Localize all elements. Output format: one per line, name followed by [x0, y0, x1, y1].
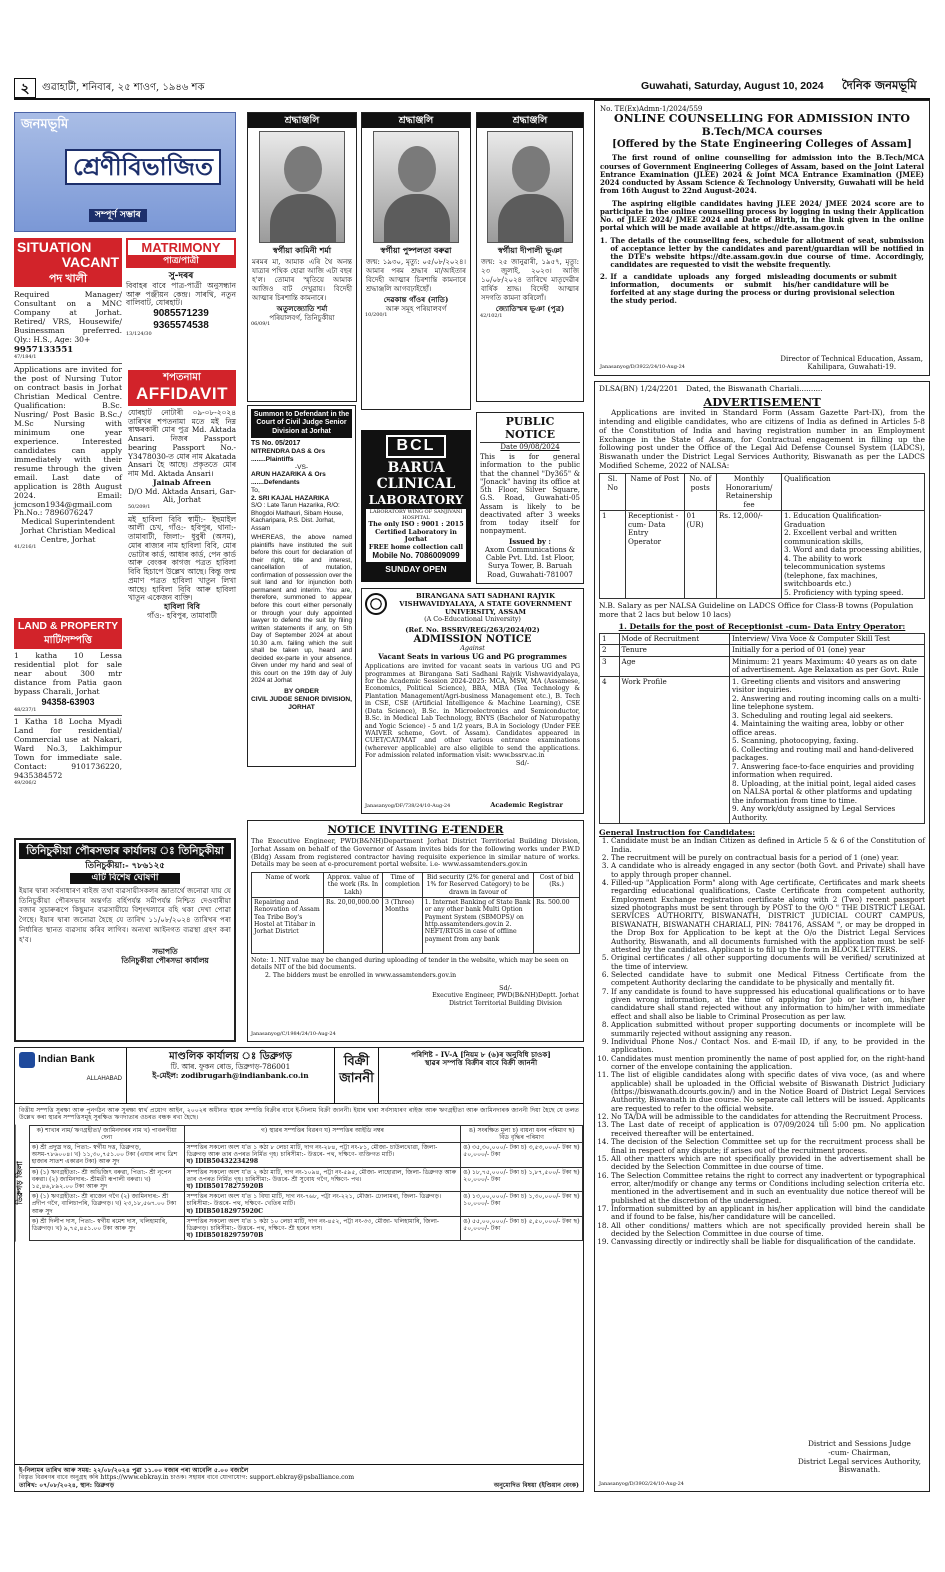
counselling-p1: The first round of online counselling for admission into the B.Tech/MCA courses of Government Engineering Colleges of Assam, based on the Joint Lateral Entrance Examination (JLEE) 2024 & Joint MCA Entrance Examination (JMEE) 2024 conducted by Assam Science & Technology University, Guwahati will be held from 16th August to 22nd August-2024. — [600, 153, 924, 196]
masthead — [14, 78, 930, 100]
matrimony-subtitle: পাত্ৰ/পাত্ৰী — [128, 255, 234, 266]
bcl-mobile: Mobile No. 7086009099 — [372, 551, 460, 561]
dlsa-sign1: District and Sessions Judge — [807, 1439, 911, 1449]
tinsukia-sign2: তিনিচুকীয়া পৌৰসভা কাৰ্যালয় — [121, 956, 209, 966]
tender-col: Time of completion — [382, 873, 422, 898]
tender-title: NOTICE INVITING E-TENDER — [327, 824, 504, 836]
dlsa-instruction: 14. The decision of the Selection Committee set up for the recruitment process shall be final in respect of any dispute; if arises out of the recruitment process. — [611, 1138, 925, 1155]
dlsa-general-title: General Instruction for Candidates: — [599, 828, 756, 838]
matrimony-code: 13/124/30 — [126, 331, 152, 337]
university-against: Against — [460, 644, 485, 653]
tender-note2: 2. The bidders must be enrolled in www.assamtenders.gov.in — [265, 971, 457, 979]
dlsa-instruction: 7. If any candidate is found to have suppressed his educational qualifications or to have given wrong information, at the time of applying for job or later on, his/her candidature shall stand rejected without any information to him/her with immediate effect and shall also be liable to Criminal Prosecution as per law. — [611, 988, 925, 1021]
obituary-text: মৰমৰ মা, আমাক এৰি থৈ অনন্ত যাত্ৰাৰ পথিক হোৱা আজি এটা বছৰ হ'ল। তোমাৰ স্মৃতিয়ে আমাক আজিও বাট দেখুৱায়। বিদেহী আত্মাৰ চিৰশান্তি কামনাৰে। — [252, 257, 352, 303]
affidavit-section — [128, 370, 236, 621]
obituary-card — [361, 112, 471, 410]
counselling-no: No. TE(Ex)Admn-1/2024/559 — [600, 105, 703, 113]
tender-note1: Note: 1. NIT value may be changed during uploading of tender in the website, which may be seen on details NIT of the bid documents. — [251, 956, 569, 972]
public-notice — [476, 412, 584, 584]
situation-ad-2-code: 41/216/1 — [14, 544, 37, 551]
dlsa-detail-label: Mode of Recruitment — [619, 633, 730, 644]
tender-notice — [247, 820, 584, 1042]
bank-property-id: ঘ) IDIB50182975970B — [186, 1232, 264, 1240]
court-to-addr: S/O : Late Tarun Hazarika, R/O: Bhogdoi Mathauri, Sibam House, Kacharipara, P.S. Dist. Jorhat, Assam — [251, 502, 344, 532]
bank-col: গ) স্থাৱৰ সম্পত্তিৰ বিৱৰণ ঘ) সম্পত্তিৰ আইডি নম্বৰ — [184, 1125, 461, 1142]
tinsukia-notice — [14, 838, 236, 1042]
dlsa-instruction: 1. Candidate must be an Indian Citizen as defined in Article 5 & 6 of the Constitution of India. — [611, 837, 925, 854]
bank-address: টি. আৰ. ফুকন ৰোড, ডিব্ৰুগড়-786001 — [170, 1061, 291, 1071]
bank-footer-1: ই-নিলামৰ তাৰিখ আৰু সময়: ২২/০৮/২০২৪ পুৱা ১১.০০ বজাৰ পৰা আবেলি ৫.০০ বজালৈ — [19, 1467, 249, 1475]
classifieds-header-sub: সম্পূৰ্ণ সম্ভাৰ — [89, 209, 147, 222]
obituary-text: জন্ম: ২৫ জানুৱাৰী, ১৯৫৭, মৃত্যু: ২৩ জুলাই, ২০২৩। আজি ১০/০৮/২০২৪ তাৰিখে মাতৃদেৱীৰ বাৰ্ষিক শ্ৰাদ্ধ। বিদেহী আত্মাৰ সদগতি কামনা কৰিলোঁ। — [481, 257, 579, 303]
tender-body: The Executive Engineer, PWD(B&NH)Department Jorhat District Territorial Building Division, Jorhat Assam on behalf of the Governor of Assam invites bids for the following works under P.W.D (Bldg) Assam from registered contractor having requisite experience in similar nature of works. Details may be seen at e-procurement portal website. i.e- www.assamtenders.gov.in — [251, 837, 580, 869]
affidavit-ad-2-sign2: গাঁও:- হবিপুৰ, তামাবাটী — [146, 611, 218, 621]
dlsa-col: Monthly Honorarium/ Retainership fee — [717, 474, 782, 511]
university-body: Applications are invited for vacant seats in various UG and PG programmes at Birangana Sati Sadhani Rajyik Vishwavidyalaya, for the Academic Session 2024-2025: MCA, MSW, MA (Assamese, Economics, Political Science), BBA, MBA (Tea Technology & Plantation Management/Agri-business Management etc.), B. Tech in CSE, CSE (Artificial Intelligence & Machine Learning), CSE (Data Science), B.Sc. in Microelectronics and Semiconductor, B.Sc. in Medical Lab Technology, BNYS (Bachelor of Naturopathy and Yogic Science) - 5 and 1/2 years, B.A in Sociology (Under FEE WAIVER scheme, Govt. of Assam). Candidates appeared in CUET/CAT/MAT and other various entrance examinations (wherever applicable) are also eligible to send the applications. For admission related information visit: www.bssrv.ac.in — [365, 663, 580, 760]
bcl-logo: BCL — [386, 435, 446, 458]
dlsa-cell: 1 — [600, 511, 626, 599]
court-to: To, — [251, 486, 260, 494]
situation-ad-2: Applications are invited for the post of Nursing Tutor on contract basis in Jorhat Christian Medical Centre. Qualification: B.Sc. Nusring/ Post Basic B.Sc./ M.Sc Nursing with minimum one year experience. Interested candidates can apply immediately with their resume through the given email. Last date of application is 28th August 2024. Email: jcmcson1934@gmail.com Ph.No.: 7896076247 — [14, 365, 122, 518]
dlsa-work-item: 4. Maintaining the waiting area, lobby or other office areas. — [732, 719, 904, 737]
obituary-sign: অতুলজ্যোতি শৰ্মা — [276, 304, 328, 314]
dlsa-instruction: 9. Individual Phone Nos./ Contact Nos. and E-mail ID, if any, to be provided in the application. — [611, 1038, 925, 1055]
obituary-code: 42/102/1 — [480, 312, 503, 319]
indian-bank-logo-icon — [19, 1052, 35, 1068]
bank-borrower-cell: ক) শ্ৰী দিলীপ দাস, পিতা:- স্বৰ্গীয় ৰমেশ দাস, খলিহামাৰি, ডিব্ৰুগড়। খ) ৯,৭৫,৪৫১.০০ টকা আৰু সুদ — [29, 1216, 184, 1241]
bank-sale-title: বিক্ৰী জাননী — [335, 1048, 379, 1103]
land-subtitle: মাটি/সম্পত্তি — [44, 635, 92, 647]
bcl-name3: LABORATORY — [368, 492, 464, 507]
matrimony-head: সু-দৰৰ — [168, 270, 194, 281]
obituary-card — [476, 112, 584, 402]
bank-price-cell: ঙ) ৫৫,০০,০০০/- টকা চ) ৫,৫০,০০০/- টকা ছ) ৫০,০০০/- টকা — [461, 1216, 583, 1241]
obituary-text: জন্ম: ১৯৩০, মৃত্যু: ০৫/০৮/২০২৪। আমাৰ পৰম শ্ৰদ্ধাৰ মা/আইতাৰ বিদেহী আত্মাৰ চিৰশান্তি কামনাৰে শ্ৰদ্ধাঞ্জলি আগবঢ়াইছোঁ। — [366, 257, 466, 293]
land-ad-1-phone: 94358-63903 — [41, 696, 95, 707]
affidavit-title-bn: শপতনামা — [163, 372, 201, 383]
tinsukia-title: তিনিচুকীয়া পৌৰসভাৰ কাৰ্যালয় ঃ তিনিচুকীয়া — [19, 843, 231, 859]
university-sign1: Sd/- — [515, 758, 530, 767]
page-number: ২ — [14, 78, 36, 98]
dlsa-instruction: 2. The recruitment will be purely on contractual basis for a period of 1 (one) year. — [611, 854, 925, 862]
table-row — [29, 1216, 582, 1241]
dlsa-qualifications — [782, 511, 925, 599]
bcl-name2: CLINICAL — [376, 476, 456, 493]
court-summons — [247, 405, 356, 767]
dlsa-cell: Receptionist -cum- Data Entry Operator — [626, 511, 685, 599]
court-sign2: CIVIL JUDGE SENIOR DIVISION, JORHAT — [251, 695, 353, 711]
tender-sign1: Sd/- — [499, 983, 512, 992]
dlsa-instruction: 18. All other conditions/ matters which are not specifically provided herein shall be decided by the Selection Committee in due course of time. — [611, 1222, 925, 1239]
counselling-sign2: Kahilipara, Guwahati-19. — [807, 362, 897, 371]
bank-rule: পৰিশিষ্ট - IV-A [নিয়ম ৮ (৬)ৰ অনুবিধি চাওক] — [411, 1050, 551, 1059]
dlsa-instruction: 12. No TA/DA will be admissible to the candidates for attending the Recruitment Process. — [611, 1113, 925, 1121]
dlsa-sign3: District Legal services Authority, — [797, 1456, 921, 1466]
bank-property-cell — [184, 1167, 461, 1192]
bank-price-cell: ঙ) ৩৫,৩০,০০০/- টকা চ) ৩,৫৩,০০০/- টকা ছ) ৫০,০০০/- টকা — [461, 1143, 583, 1168]
land-ad-2: 1 Katha 18 Locha Myadi Land for residential/ Commercial use at Nakari, Ward No.3, Lakhimpur Town for immediate sale. Contact: 9101736220, 9435384572 — [14, 717, 122, 780]
dlsa-sign2: -cum- Chairman, — [828, 1447, 891, 1457]
counselling-p2: The aspiring eligible candidates having JLEE 2024/ JMEE 2024 score are to participate in the online counselling process by logging in using their Application No. of JLEE 2024/ JMEE 2024 and Date of Birth, in the link given in the online portal which will be made available at https://dte.assam.gov.in — [600, 198, 924, 233]
dlsa-work-item: 9. Any work/duty assigned by Legal Services Authority. — [732, 804, 896, 822]
public-notice-issuer: Axom Communications & Cable Pvt. Ltd. 1st Floor, Surya Tower, B. Baruah Road, Guwahati-781007 — [484, 545, 576, 579]
dlsa-detail-value: Minimum: 21 years Maximum: 40 years as on date of advertisement. Age Relaxation as per Govt. Rule — [730, 656, 925, 676]
dlsa-cell: 01 (UR) — [684, 511, 717, 599]
dlsa-nb: N.B. Salary as per NALSA Guideline on LADCS Office for Class-B towns (Population more that 2 lacs but below 10 lacs) — [599, 601, 914, 619]
table-row — [600, 633, 925, 644]
court-plaintiff: NITRENDRA DAS & Ors ........Plaintiffs — [251, 448, 326, 463]
tinsukia-body: ইয়াৰ দ্বাৰা সৰ্বসাধাৰণ ৰাইজ তথা ব্যৱসায়ীসকলৰ জ্ঞাতাৰ্থে জনোৱা যায় যে তিনিচুকীয়া পৌৰসভাৰ অন্তৰ্গত বৰ্হিপৰ্যন্ত সমীপৰ্যন্ত নিশ্চিত দেওবাৰীয়া বজাৰ সুচাৰুৰূপে কিছুমান ব্যৱসায়ীয়ে বিশৃংখলাৰে বহি থকা দেখা পোৱা গৈছে। ইয়াৰ দ্বাৰা জনোৱা হৈছে যে তাৰিখ ১১/০৮/২০২৪ তাৰিখৰ পৰা নিৰ্ধাৰিত স্থানত ব্যৱসায় কৰিব লাগিব। অন্যথা আইনগত ব্যৱস্থা গ্ৰহণ কৰা হ'ব। — [19, 886, 231, 944]
bank-footer-3: তাৰিখ: ০৭/০৮/২০২৪, স্থান: ডিব্ৰুগড় — [19, 1481, 115, 1489]
bank-property-cell — [184, 1192, 461, 1217]
dlsa-work-item: 1. Greeting clients and visitors and answering visitor inquiries. — [732, 676, 901, 695]
dlsa-col: Sl. No — [600, 474, 626, 511]
court-title: Summon to Defendant in the Court of Civil Judge Senior Division at Jorhat — [251, 409, 352, 438]
counselling-item2: If a candidate uploads any forged misleading information, documents or submit his/her forfeited at any stage during the process or during the study period. — [610, 271, 811, 306]
left-date: গুৱাহাটী, শনিবাৰ, ২৫ শাওণ, ১৯৪৬ শক — [42, 82, 205, 93]
dlsa-instruction: 10. Candidates must mention prominently the name of post applied for, on the right-hand corner of the envelope containing the application. — [611, 1055, 925, 1072]
bank-table-header — [29, 1125, 582, 1142]
tender-code: Janasanyog/C/1984/24/10-Aug-24 — [251, 1031, 336, 1038]
tender-cell: 3 (Three) Months — [382, 897, 422, 953]
situation-title2: VACANT — [61, 254, 119, 271]
bank-col: ঙ) সংৰক্ষিত মূল্য চ) বায়না ধনৰ পৰিমাণ ছ) বিড বৃদ্ধিৰ পৰিমাণ — [461, 1125, 583, 1142]
situation-vacant-section — [14, 238, 122, 551]
bcl-name1: BARUA — [387, 459, 445, 476]
counselling-notice: No. TE(Ex)Admn-1/2024/559 ONLINE COUNSELLING FOR ADMISSION INTO B.Tech/MCA courses [Offered by the State Engineering Colleges of Assam] The first round of online counselling for admission into the B.Tech/MCA courses of Government Engineering Colleges of Assam, based on the Joint Lateral Entrance Examination (JLEE) 2024 & Joint MCA Entrance Examination (JMEE) 2024 conducted by Assam Science & Technology University, Guwahati will be held from 16th August to 22nd August-2024. The aspiring eligible candidates having JLEE 2024/ JMEE 2024 score are to participate in the online counselling process by logging in using their Application No. of JLEE 2024/ JMEE 2024 and Date of Birth, in the link given in the online portal which will be made available at https://dte.assam.gov.in 1. The details of the counselling fees, schedule for allotment of seat, submission of acceptance letter by the candidates and parent/guardian will be notified in the DTE's website https://dte.assam.gov.in due course of time. Accordingly, candidates are requested to visit the website frequently. 2. If a candidate uploads any forged misleading information, documents or submit his/her forfeited at any stage during the process or during the study period. documents or submit candidature will be provisional selection Janasanyog/D/3922/24/10-Aug-24 Director of Technical Education, Assam, Kahilipara, Guwahati-19. — [594, 100, 930, 376]
dlsa-detail-value: Initially for a period of 01 (one) year — [730, 645, 925, 656]
bcl-ad — [361, 430, 471, 582]
dlsa-col: Name of Post — [626, 474, 685, 511]
bank-table — [29, 1125, 583, 1242]
dlsa-intro: Applications are invited in Standard Form (Assam Gazette Part-IX), from the intending and eligible candidates, who are citizens of India as defined in Articles 5-8 of the Constitution of India and having registration number in an Employment Exchange in the State of Assam, for Contractual engagement in filling up the following post under the Office of the Legal Aid Defense Counsel System (LADCS), Biswanath under the District Legal Services Authority, Biswanath as per the LADCS Modified Scheme, 2022 of NALSA: — [599, 408, 925, 470]
affidavit-ad-1-code: 50/209/1 — [128, 504, 151, 511]
dlsa-work-item: 5. Scanning, photocopying, faxing. — [732, 736, 859, 746]
tinsukia-notice-title: এটি বিশেষ ঘোষণা — [70, 873, 180, 884]
counselling-item1: The details of the counselling fees, schedule for allotment of seat, submission of acceptance letter by the candidates and parent/guardian will be notified in the DTE's website https://dte.assam.gov.in due course of time. Accordingly, candidates are requested to visit the website frequently. — [610, 235, 924, 270]
matrimony-phone-1: 9085571239 — [153, 308, 209, 320]
bank-borrower-cell: ক) শ্ৰী প্ৰদ্যুম্ন দত্ত, পিতা:- স্বৰ্গীয় দত্ত, ডিব্ৰুগড়, অসম-৭৮৬০০৪। খ) ১১,৩০,৭৫১.০০ টকা (এঘাৰ লাখ ত্ৰিশ হাজাৰ সাতশ একাৱন টকা) আৰু সুদ — [29, 1143, 184, 1168]
bank-property-desc: সম্পত্তিৰ সকলো অংশ য'ত ১ কঠা ৮ লেচা মাটি, দাগ নং-২৮৪, পট্টা নং-৮১, মৌজা- চাউলখোৱা, জিলা- ডিব্ৰুগড় আৰু তাৰ ওপৰত নিৰ্মিত গৃহ। চাৰিসীমা:- উত্তৰে- পথ, দক্ষিণে- ব্যক্তিগত মাটি। — [186, 1144, 438, 1159]
dlsa-sign4: Biswanath. — [838, 1465, 881, 1475]
university-ref: (Ref. No. BSSRV/REG/263/2024/02) — [405, 625, 540, 634]
bank-property-desc: সম্পত্তিৰ সকলো অংশ য'ত ১ কঠা ১০ লেচা মাটি, দাগ নং-৪৫২, পট্টা নং-৩৩, মৌজা- খলিহামাৰি, জিলা- ডিব্ৰুগড়। চাৰিসীমা:- উত্তৰে- পথ, দক্ষিণে- শ্ৰী হৰেন দাস। — [186, 1217, 439, 1232]
bank-property-cell — [184, 1143, 461, 1168]
dlsa-instruction: 16. The Selection Committee retains the right to correct any inadvertent or typographical error, alter/modify or change any terms or Conditions including selection criteria etc. mentioned in the advertisement and in such an eventuality due notice thereof will be published at the discretion of the undersigned. — [611, 1172, 925, 1205]
situation-subtitle: পদ খালী — [48, 272, 88, 285]
tender-table-header — [252, 873, 580, 898]
dlsa-post-table — [599, 473, 925, 599]
dlsa-instruction: 4. Filled-up "Application Form" along with Age certificate, Certificates and mark sheets regarding educational qualifications, Caste Certificate from competent authority, Employment Exchange registration certificate along with 2 (Two) recent passport sized photographs must be sent through by POST to the O/O " THE DISTRICT LEGAL SERVICES AUTHORITY, BISWANATH, DISTRICT JUDICIAL COURT CAMPUS, BISWANATH, BISWANATH CHARIALI, PIN: 784176, ASSAM ", or may be dropped in the Drop Box for Application to be kept at the O/o the District Legal Services Authority, Biswanath, and all documents furnished with the application must be self-attested by the candidates. Applicant is to fill up the form in BLOCK LETTERS. — [611, 879, 925, 954]
dlsa-dated: Dated, the Biswanath Chariali.......... — [686, 384, 823, 393]
court-sign1: BY ORDER — [284, 687, 319, 695]
dlsa-qual: 5. Proficiency with typing speed. — [784, 587, 904, 597]
bank-footer-4: অনুমোদিত বিষয়া (ইণ্ডিয়ান বেংক) — [493, 1481, 579, 1489]
bank-property-id: ঘ) IDIB50432234298 — [186, 1158, 259, 1166]
bcl-sunday: SUNDAY OPEN — [385, 563, 447, 574]
university-vacant: Vacant Seats in various UG and PG programmes — [378, 651, 567, 661]
dlsa-work-items — [730, 676, 925, 823]
matrimony-phone-2: 9365574538 — [153, 320, 209, 332]
bank-borrower-cell: ক) (১) ঋণগ্ৰহীতা:- শ্ৰী ৰাজেন গগৈ (২) জামিনদাৰ:- শ্ৰী প্ৰদীপ গগৈ, বালিচাপৰি, ডিব্ৰুগড়। খ) ২৩,১৮,৫৬৭.০০ টকা আৰু সুদ — [29, 1192, 184, 1217]
court-body: WHEREAS, the above named plaintiffs have instituted the suit before this court for declaration of their right, title and interest, cancellation of mutation, confirmation of possession over the suit land and for injunction both permanent and interim. You are, therefore, summoned to appear before this court either personally or through your duly appointed lawyer to defend the suit by filing written statements if any, on 5th Day of September 2024 at about 10.30 a.m. failing which the suit shall be taken up, heard and decided ex-parte in your absence. Given under my hand and seal of this court on the 19th day of July 2024 at Jorhat — [251, 534, 352, 685]
table-row — [252, 897, 580, 953]
obituary-code: 10/200/1 — [365, 311, 388, 318]
obituary-card — [247, 112, 357, 402]
land-ad-1: 1 katha 10 Lessa residential plot for sale near about 300 mtr distance from Patia gaon bypass Charali, Jorhat — [14, 651, 122, 696]
bank-intro: বিত্তীয় সম্পত্তি সুৰক্ষা আৰু পুনৰ্গঠন আৰু সুৰক্ষা স্বাৰ্থ প্ৰয়োগ আইন, ২০০২ৰ অধীনত স্থাৱৰ সম্পত্তি বিক্ৰীৰ বাবে ই-নিলাম বিক্ৰী জাননী। ইয়াৰ দ্বাৰা সৰ্বসাধাৰণ ৰাইজ আৰু ঋণগ্ৰহীতা আৰু জামিনদাৰক জাননী দিয়া হৈছে যে তলত উল্লেখ কৰা স্থাৱৰ সম্পত্তিসমূহ সুৰক্ষিত ঋণদাতাৰ ওচৰত বন্ধক ৰখা হৈছে। — [19, 1107, 579, 1122]
situation-ad-1: Required Manager/ Consultant on a MNC Company at Jorhat. Retired/ VRS, Housewife/ Businessman preferred. Qly.: H.S., Age: 30+ — [14, 289, 122, 344]
obituary-sign2: পৰিয়ালবৰ্গ, তিনিচুকীয়া — [269, 313, 335, 322]
affidavit-ad-1-sign1: Jainab Afreen — [152, 477, 211, 487]
tender-cell: Repairing and Renovation of Assam Tea Tribe Boy's Hostel at Titabar in Jorhat District — [252, 897, 324, 953]
bank-property-cell — [184, 1216, 461, 1241]
tender-col: Cost of bid (Rs.) — [534, 873, 580, 898]
counselling-title2: B.Tech/MCA courses — [701, 126, 823, 139]
university-sub: (A Co-Educational University) — [424, 615, 521, 624]
bank-col: ক) শাখাৰ নাম/ ঋণগ্ৰহীতা/ জামিনদাৰৰ নাম খ) পাবলগীয়া দেনা — [29, 1125, 184, 1142]
bank-sale-notice — [14, 1047, 584, 1492]
table-row — [29, 1167, 582, 1192]
tinsukia-sub: তিনিচুকীয়া:- ৭৮৬১২৫ — [85, 861, 165, 872]
situation-ad-2-sign2: Jorhat Christian Medical Centre, Jorhat — [20, 526, 116, 545]
bank-property-desc: সম্পত্তিৰ সকলো অংশ য'ত ২ কঠা মাটি, দাগ নং-১০৯৪, পট্টা নং-৫৯৫, মৌজা- লাহোৱাল, জিলা- ডিব্ৰুগড় আৰু তাৰ ওপৰত নিৰ্মিত গৃহ। চাৰিসীমা:- উত্তৰে- শ্ৰী সুবোধ গগৈ, দক্ষিণে- পথ। — [186, 1168, 457, 1183]
classifieds-header — [14, 112, 236, 232]
dlsa-qual: 4. The ability to work telecommunication systems (telephone, fax machines, switchboards etc.) — [784, 553, 886, 589]
dlsa-general-list — [599, 837, 925, 1247]
dlsa-col: Qualification — [782, 474, 925, 511]
dlsa-instruction: 3. A candidate who is already engaged in any sector (both Govt. and Private) shall have to apply through proper channel. — [611, 862, 925, 879]
dlsa-detail-label: Age — [619, 656, 730, 676]
dlsa-detail-label: Tenure — [619, 645, 730, 656]
dlsa-work-title: Work Profile — [619, 676, 730, 823]
counselling-title3: [Offered by the State Engineering Colleges of Assam] — [612, 138, 912, 150]
university-seal-icon — [365, 593, 387, 615]
right-date: Guwahati, Saturday, August 10, 2024 — [641, 80, 824, 92]
dlsa-details-title: 1. Details for the post of Receptionist -cum- Data Entry Operator: — [618, 621, 906, 631]
dlsa-instruction: 11. The list of eligible candidates along with specific dates of viva voce, (as and where applicable) shall be uploaded in the Official website of Biswanath District Judiciary (https://biswanath.dcourts.gov.in/) and in the Notice Board of District Legal Services Authority, Biswanath in due course. No separate call letters will be issued. Applicants are requested to refer to the official website. — [611, 1071, 925, 1113]
counselling-item2b: documents or submit candidature will be provisional selection — [813, 271, 897, 298]
obituary-header: শ্ৰদ্ধাঞ্জলি — [477, 113, 583, 128]
dlsa-qual: 3. Word and data processing abilities, — [784, 545, 922, 555]
public-notice-issued: Issued by : — [508, 536, 551, 546]
tender-cell: 1. Internet Banking of State Bank or any other bank Multi Option Payment System (SBMOPS)/ on http.assamtenders.gov.in 2. NEFT/RTGS in case of offline payment from any bank — [422, 897, 533, 953]
table-row — [600, 645, 925, 656]
matrimony-title: MATRIMONY — [141, 240, 221, 255]
bank-property-id: ঘ) IDIB50178275920B — [186, 1182, 264, 1190]
court-vs: -VS- — [294, 463, 309, 471]
dlsa-instruction: 5. Original certificates / all other supporting documents will be verified/ scrutinized at the time of interview. — [611, 954, 925, 971]
tender-sign2: Executive Engineer, PWD(B&NH)Deptt. Jorhat District Territorial Building Division — [432, 992, 579, 1007]
obituary-name: স্বৰ্গীয়া দীপালী ভূঞা — [497, 245, 563, 256]
dlsa-qual: 2. Excellent verbal and written communication skills, — [784, 528, 897, 546]
bank-name: Indian Bank — [38, 1054, 95, 1066]
public-notice-date: Date 09/08/2024 — [500, 442, 560, 451]
dlsa-instruction: 6. Selected candidate have to submit one Medical Fitness Certificate from the competent Authority declaring the candidate to be physically and mentally fit. — [611, 971, 925, 988]
land-ad-1-code: 48/237/1 — [14, 706, 37, 713]
land-title: LAND & PROPERTY — [17, 620, 119, 632]
bank-price-cell: ঙ) ১৩,০০,০০০/- টকা চ) ১,৩০,০০০/- টকা ছ) ১০,০০০/- টকা — [461, 1192, 583, 1217]
paper-name: দৈনিক জনমভূমি — [842, 78, 917, 92]
table-row — [600, 676, 925, 823]
public-notice-title: PUBLIC NOTICE — [480, 416, 580, 443]
land-ad-2-code: 49/206/2 — [14, 779, 37, 786]
bcl-iso: The only ISO : 9001 : 2015 Certified Laboratory in Jorhat — [368, 520, 464, 544]
university-code: Janasanyog/DF/738/24/10-Aug-24 — [365, 803, 451, 810]
bank-side-label: ডিব্ৰুগড় জিলা — [15, 1125, 29, 1242]
bank-borrower-cell: ক) (১) ঋণগ্ৰহীতা:- শ্ৰী অভিজিৎ বৰুৱা, পিতা:- শ্ৰী নৃপেন বৰুৱা। (২) জামিনদাৰ:- শ্ৰীমতী ৰূপালী বৰুৱা। খ) ১৫,৪৬,৮৯২.০০ টকা আৰু সুদ — [29, 1167, 184, 1192]
counselling-title1: ONLINE COUNSELLING FOR ADMISSION INTO — [614, 112, 910, 126]
obituary-sign: দেৱকান্ত গাঁওৰ (নাতি) — [383, 295, 449, 305]
obituary-photo — [259, 131, 345, 243]
dlsa-ref: DLSA(BN) 1/24/2201 — [599, 384, 679, 393]
dlsa-instruction: 19. Canvassing directly or indirectly shall be liable for disqualification of the candidate. — [611, 1238, 925, 1246]
bcl-free: FREE home collection call — [368, 542, 464, 551]
university-title: ADMISSION NOTICE — [413, 633, 532, 645]
court-defendant: ARUN HAZARIKA & Ors .......Defendants — [251, 471, 326, 487]
obituary-name: স্বৰ্গীয়া কামিনী শৰ্মা — [272, 245, 332, 256]
university-notice — [361, 588, 584, 814]
dlsa-advertisement — [594, 381, 930, 1492]
bank-property-id: ঘ) IDIB50182975920C — [186, 1207, 264, 1215]
university-name: BIRANGANA SATI SADHANI RAJYIK VISHWAVIDYALAYA, A STATE GOVERNMENT UNIVERSITY, ASSAM — [399, 592, 572, 617]
situation-ad-1-code: 47/184/1 — [14, 353, 37, 360]
dlsa-col: No. of posts — [684, 474, 717, 511]
bank-price-cell: ঙ) ১৮,৭৫,০০০/- টকা চ) ১,৮৭,৫০০/- টকা ছ) ২০,০০০/- টকা — [461, 1167, 583, 1192]
dlsa-instruction: 15. All other matters which are not specifically provided in the advertisement shall be decided by the Selection Committee in due course of time. — [611, 1155, 925, 1172]
public-notice-body: This is for general information to the public that the channel "Dy365" & "Jonack" having its office at 5th Floor, Silver Square, G.S. Road, Guwahati-05 Assam is likely to be deactivated after 3 weeks from today itself for nonpayment. — [480, 453, 580, 536]
dlsa-work-item: 8. Uploading, at the initial point, legal aided cases on NALSA portal & other platforms and updating the information from time to time. — [732, 778, 916, 805]
situation-title1: SITUATION — [17, 239, 92, 255]
matrimony-ad: বিবাহৰ বাবে পাত্ৰ-পাত্ৰী অনুসন্ধান আৰু পঞ্জীয়ন কেন্দ্ৰ। সাৰথি, নতুন বালিবাট, যোৰহাট। — [126, 280, 236, 308]
bank-tag: ALLAHABAD — [86, 1076, 122, 1082]
dlsa-work-num: 4 — [600, 676, 620, 823]
obituary-code: 06/09/1 — [251, 320, 271, 327]
dlsa-instruction: 17. Information submitted by an applicant in his/her application will bind the candidate and if found to be false, his/her candidature will be cancelled. — [611, 1205, 925, 1222]
court-case: TS No. 05/2017 — [251, 439, 301, 447]
obituary-photo — [373, 131, 459, 243]
dlsa-detail-num: 2 — [600, 645, 620, 656]
matrimony-section — [126, 238, 236, 338]
land-section — [14, 618, 122, 786]
dlsa-work-item: 7. Answering face-to-face enquiries and providing information when required. — [732, 761, 915, 780]
tender-table — [251, 872, 580, 954]
tinsukia-sign1: সভাপতি — [152, 947, 178, 957]
affidavit-ad-1: যোৰহাট নোটাৰী ০৯-০৮-২০২৪ তাৰিখৰ শপতনামা মতে মই নিম্ন স্বাক্ষৰকাৰী মোৰ পুত্ৰ Md. Aktada Ansari. নিজৰ Passport bearing Passport No.- Y3478030-ত মোৰ নাম Akatada Ansari হৈ আছে। প্ৰকৃততে মোৰ নাম Md. Aktada Ansari। — [128, 407, 236, 478]
university-sign2: Academic Registrar — [490, 801, 563, 810]
dlsa-work-item: 3. Scheduling and routing legal aid seekers. — [732, 710, 893, 720]
bank-rule2: স্থাৱৰ সম্পত্তি বিক্ৰীৰ বাবে বিক্ৰী জাননী — [424, 1058, 538, 1068]
table-row — [29, 1143, 582, 1168]
bank-property-desc: সম্পত্তিৰ সকলো অংশ য'ত ১ বিঘা মাটি, দাগ নং-৭৬৮, পট্টা নং-২২১, মৌজা- ঢোলামৰা, জিলা- ডিব্ৰুগড়। চাৰিসীমা:- উত্তৰে- পথ, দক্ষিণে- খেতিৰ মাটি। — [186, 1193, 442, 1208]
affidavit-ad-1-sign2: D/O Md. Aktada Ansari, Gar-Ali, Jorhat — [128, 486, 236, 505]
classifieds-header-main: শ্ৰেণীবিভাজিত — [65, 149, 221, 185]
bank-footer-2: বিস্তৃত বিৱৰণৰ বাবে অনুগ্ৰহ কৰি https://www.ebkray.in চাওক। সহায়ৰ বাবে যোগাযোগ: support.ebkray@psballiance.com — [19, 1474, 355, 1482]
bank-office: মাণ্ডলিক কাৰ্যালয় ঃ ডিব্ৰুগড় — [169, 1051, 292, 1062]
dlsa-qual: 1. Education Qualification- Graduation — [784, 511, 882, 529]
obituary-photo — [487, 131, 573, 243]
situation-ad-2-sign1: Medical Superintendent — [21, 517, 115, 527]
table-row — [29, 1192, 582, 1217]
affidavit-ad-2: মই হাবিলা বিবি স্বামী:- ইছমাইল আলী চেখ, গাঁও:- হবিপুৰ, থানা:- তামাবাটী, জিলা:- ধুবুৰী (অসম), মোৰ ৰাজ্যৰ নাম হাবিলা বিবি, মোৰ ভোটাৰ কাৰ্ড, আধাৰ কাৰ্ড, পেন কাৰ্ড আৰু বেংকৰ কাগজ পত্ৰত হাবিলা বিবি হিচাপে উল্লেখ আছে। কিন্তু জন্ম প্ৰমাণ পত্ৰত হাবিলা খাতুন লিখা আছে। হাবিলা বিবি আৰু হাবিলা খাতুন একেজন ব্যক্তি। — [128, 514, 236, 603]
bank-email: ই-মেইল: zodibrugarh@indianbank.co.in — [152, 1070, 309, 1080]
counselling-sign1: Director of Technical Education, Assam, — [780, 354, 923, 363]
court-to-name: 2. SRI KAJAL HAZARIKA — [251, 494, 330, 502]
tender-col: Approx. value of the work (Rs. In Lakh) — [324, 873, 383, 898]
dlsa-cell: Rs. 12,000/- — [717, 511, 782, 599]
dlsa-detail-value: Interview/ Viva Voce & Computer Skill Test — [730, 633, 925, 644]
tender-col: Bid security (2% for general and 1% for Reserved Category) to be drawn in favour of — [422, 873, 533, 898]
dlsa-instruction: 13. The Last date of receipt of application is 07/09/2024 till 5:00 pm. No application received thereafter will be entertained. — [611, 1121, 925, 1138]
tender-cell: Rs. 500.00 — [534, 897, 580, 953]
affidavit-title-en: AFFIDAVIT — [135, 383, 228, 403]
affidavit-ad-2-sign1: হাবিলা বিবি — [164, 602, 200, 612]
dlsa-work-item: 6. Collecting and routing mail and hand-delivered packages. — [732, 744, 914, 763]
tender-cell: Rs. 20,00,000.00 — [324, 897, 383, 953]
dlsa-title: ADVERTISEMENT — [703, 394, 821, 409]
obituary-sign2: আৰু সমূহ পৰিয়ালবৰ্গ — [385, 304, 447, 313]
counselling-code: Janasanyog/D/3922/24/10-Aug-24 — [600, 364, 685, 371]
table-row — [600, 656, 925, 676]
obituary-header: শ্ৰদ্ধাঞ্জলি — [248, 113, 356, 128]
table-row — [600, 511, 925, 599]
situation-ad-1-phone: 9957133551 — [14, 344, 74, 355]
obituary-sign: জ্যোতিস্মৰ ভূঞা (পুত্ৰ) — [495, 304, 565, 314]
dlsa-instruction: 8. Application submitted without proper supporting documents or incomplete will be summarily rejected without assigning any reason. — [611, 1021, 925, 1038]
dlsa-work-item: 2. Answering and routing incoming calls on a multi-line telephone system. — [732, 693, 922, 712]
obituary-name: স্বৰ্গীয়া পুষ্পলতা বৰুৱা — [380, 245, 452, 256]
obituary-header: শ্ৰদ্ধাঞ্জলি — [362, 113, 470, 128]
dlsa-detail-num: 1 — [600, 633, 620, 644]
dlsa-detail-num: 3 — [600, 656, 620, 676]
tender-col: Name of work — [252, 873, 324, 898]
classifieds-header-top: জনমভূমি — [21, 117, 69, 132]
bcl-tagline: LABORATORY WING OF SANJIVANI HOSPITAL — [369, 509, 463, 521]
dlsa-details-table — [599, 633, 925, 824]
dlsa-code: Janasanyog/D/3902/24/10-Aug-24 — [599, 1481, 684, 1488]
dlsa-post-table-header — [600, 474, 925, 511]
